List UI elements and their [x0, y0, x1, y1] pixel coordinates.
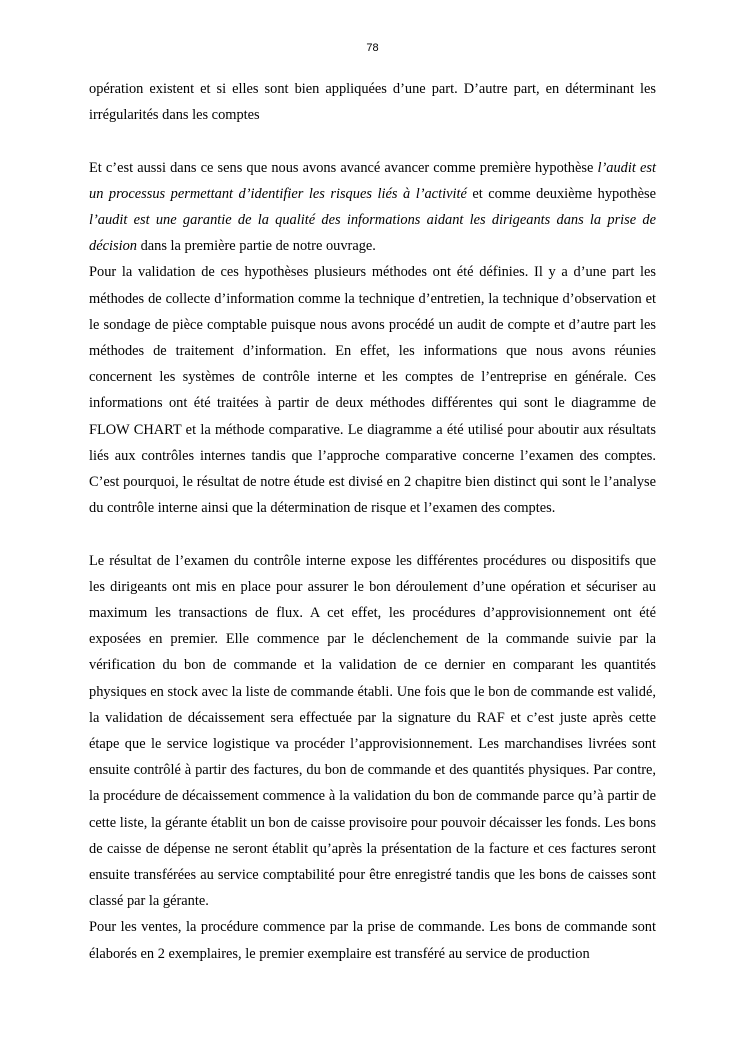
paragraph-3: Pour la validation de ces hypothèses plusieurs méthodes ont été définies. Il y a d’une part les méthodes de collecte d’information comme la technique d’entretien, la technique d’observation et le sondage de pièce comptable puisque nous avons procédé un audit de compte et d’autre part les méthodes de traitement d’information. En effet, les informations que nous avons réunies concernent les systèmes de contrôle interne et les comptes de l’entreprise en générale. Ces informations ont été traitées à partir de deux méthodes différentes qui sont le diagramme de FLOW CHART et la méthode comparative. Le diagramme a été utilisé pour aboutir aux résultats liés aux contrôles internes tandis que l’approche comparative concerne l’examen des comptes. C’est pourquoi, le résultat de notre étude est divisé en 2 chapitre bien distinct qui sont le l’analyse du contrôle interne ainsi que la détermination de risque et l’examen des comptes. — [89, 264, 656, 517]
paragraph-1: opération existent et si elles sont bien appliquées d’une part. D’autre part, en déterminant les irrégularités dans les comptes — [89, 81, 656, 124]
hypothesis-2: l’audit est une garantie de la qualité des informations aidant les dirigeants dans la prise de décision — [89, 212, 656, 255]
body-text — [89, 76, 656, 967]
hypothesis-1: l’audit est un processus permettant d’identifier les risques liés à l’activité — [89, 159, 656, 202]
paragraph-gap — [89, 521, 656, 547]
paragraph-2-text-e: dans la première partie de notre ouvrage. — [136, 238, 376, 255]
paragraph-5: Pour les ventes, la procédure commence par la prise de commande. Les bons de commande sont élaborés en 2 exemplaires, le premier exemplaire est transféré au service de production — [89, 919, 656, 962]
paragraph-gap — [89, 128, 656, 154]
paragraph-4: Le résultat de l’examen du contrôle interne expose les différentes procédures ou dispositifs que les dirigeants ont mis en place pour assurer le bon déroulement d’une opération et sécuriser au maximum les transactions de flux. A cet effet, les procédures d’approvisionnement ont été exposées en premier. Elle commence par le déclenchement de la commande suivie par la vérification du bon de commande et la validation de ce dernier en comparant les quantités physiques en stock avec la liste de commande établi. Une fois que le bon de commande est validé, la validation de décaissement sera effectuée par la signature du RAF et c’est juste après cette étape que le service logistique va procéder l’approvisionnement. Les marchandises livrées sont ensuite contrôlé à partir des factures, du bon de commande et des quantités physiques. Par contre, la procédure de décaissement commence à la validation du bon de commande parce qu’à partir de cette liste, la gérante établit un bon de caisse provisoire pour pouvoir décaisser les fonds. Les bons de caisse de dépense ne seront établit qu’après la présentation de la facture et ces factures seront ensuite transférées au service comptabilité pour être enregistré tandis que les bons de caisses sont classé par la gérante. — [89, 552, 656, 910]
page-number: 78 — [366, 42, 379, 54]
paragraph-2-text-c: et comme deuxième hypothèse — [466, 185, 656, 202]
paragraph-2-text-a: Et c’est aussi dans ce sens que nous avons avancé avancer comme première hypothèse — [89, 159, 598, 176]
paragraph-2 — [89, 155, 656, 260]
